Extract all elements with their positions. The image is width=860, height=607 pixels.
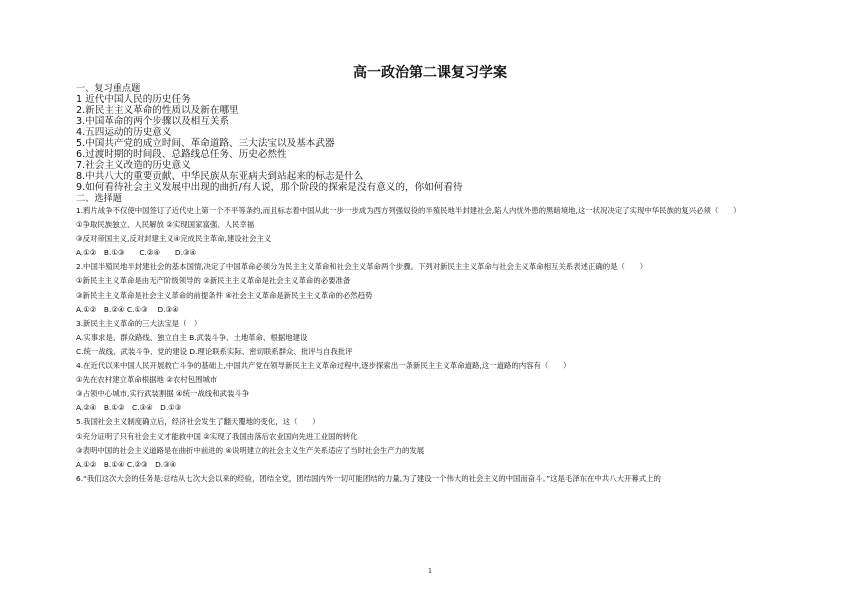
question-2-stem: 2.中国半殖民地半封建社会的基本国情,决定了中国革命必须分为民主主义革命和社会主义革命两个步骤。下列对新民主主义革命与社会主义革命相互关系表述正确的是（ ） xyxy=(76,262,648,272)
question-2-option-line: ③新民主主义革命是社会主义革命的前提条件 ④社会主义革命是新民主主义革命的必然趋势 xyxy=(76,290,373,300)
question-1-option-line: ③反对帝国主义,反对封建主义④完成民主革命,建设社会主义 xyxy=(76,234,272,244)
page-number: 1 xyxy=(428,568,432,575)
question-6-stem: 6.“我们这次大会的任务是:总结从七次大会以来的经验，团结全党，团结国内外一切可能团结的力量,为了建设一个伟大的社会主义的中国而奋斗。”这是毛泽东在中共八大开幕式上的 xyxy=(76,473,661,483)
question-1-answers: A.①② B.①③ C.②④ D.③④ xyxy=(76,248,197,258)
review-item: 3.中国革命的两个步骤以及相互关系 xyxy=(76,116,230,127)
question-4-option-line: ③占领中心城市,实行武装割据 ④统一战线和武装斗争 xyxy=(76,389,250,399)
review-item: 2.新民主主义革命的性质以及新在哪里 xyxy=(76,105,239,116)
section-heading-choice: 二、选择题 xyxy=(76,193,122,204)
question-4-answers: A.②④ B.①② C.③④ D.①③ xyxy=(76,403,182,413)
question-3-option-line: A.实事求是、群众路线、独立自主 B.武装斗争、土地革命、根据地建设 xyxy=(76,332,308,342)
review-item: 9.如何看待社会主义发展中出现的曲折/有人说，那个阶段的探索是没有意义的，你如何看待 xyxy=(76,182,463,193)
review-item: 5.中国共产党的成立时间、革命道路、三大法宝以及基本武器 xyxy=(76,138,335,149)
question-3-option-line: C.统一战线、武装斗争、党的建设 D.理论联系实际、密切联系群众、批评与自我批评 xyxy=(76,346,353,356)
question-5-answers: A.①② B.①④ C.②③ D.③④ xyxy=(76,459,177,469)
question-3-stem: 3.新民主主义革命的三大法宝是（ ） xyxy=(76,318,202,328)
question-2-option-line: ①新民主主义革命是由无产阶级领导的 ②新民主主义革命是社会主义革命的必要准备 xyxy=(76,276,351,286)
section-heading-review: 一、复习重点题 xyxy=(76,83,141,94)
question-1-option-line: ①争取民族独立、人民解放 ②实现国家富强、人民幸福 xyxy=(76,220,255,230)
question-4-option-line: ①先在农村建立革命根据地 ②农村包围城市 xyxy=(76,375,218,385)
review-item: 1 近代中国人民的历史任务 xyxy=(76,94,191,105)
document-body xyxy=(76,83,788,486)
question-4-stem: 4.在近代以来中国人民开展救亡斗争的基础上,中国共产党在领导新民主主义革命过程中,逐步探索出一条新民主主义革命道路,这一道路的内容有（ ） xyxy=(76,361,571,371)
question-5-option-line: ③表明中国的社会主义道路是在曲折中前进的 ④说明建立的社会主义生产关系适应了当时社会生产力的发展 xyxy=(76,445,425,455)
review-item: 4.五四运动的历史意义 xyxy=(76,127,172,138)
question-2-answers: A.①② B.②④ C.①③ D.③④ xyxy=(76,304,179,314)
question-1-stem: 1.鸦片战争不仅使中国签订了近代史上第一个不平等条约,而且标志着中国从此一步一步成为西方列强奴役的半殖民地半封建社会,陷人内忧外患的黑暗境地,这一状况决定了实现中华民族的复兴必须（ ） xyxy=(76,206,741,215)
review-item: 6.过渡时期的时间段、总路线总任务、历史必然性 xyxy=(76,149,287,160)
page-title: 高一政治第二课复习学案 xyxy=(353,65,507,81)
review-item: 7.社会主义改造的历史意义 xyxy=(76,160,191,171)
question-5-option-line: ①充分证明了只有社会主义才能救中国 ②实现了我国由落后农业国向先进工业国的转化 xyxy=(76,431,358,441)
review-item: 8.中共八大的重要贡献、中华民族从东亚病夫到站起来的标志是什么 xyxy=(76,171,364,182)
question-5-stem: 5.我国社会主义制度确立后，经济社会发生了翻天覆地的变化，这（ ） xyxy=(76,417,320,427)
